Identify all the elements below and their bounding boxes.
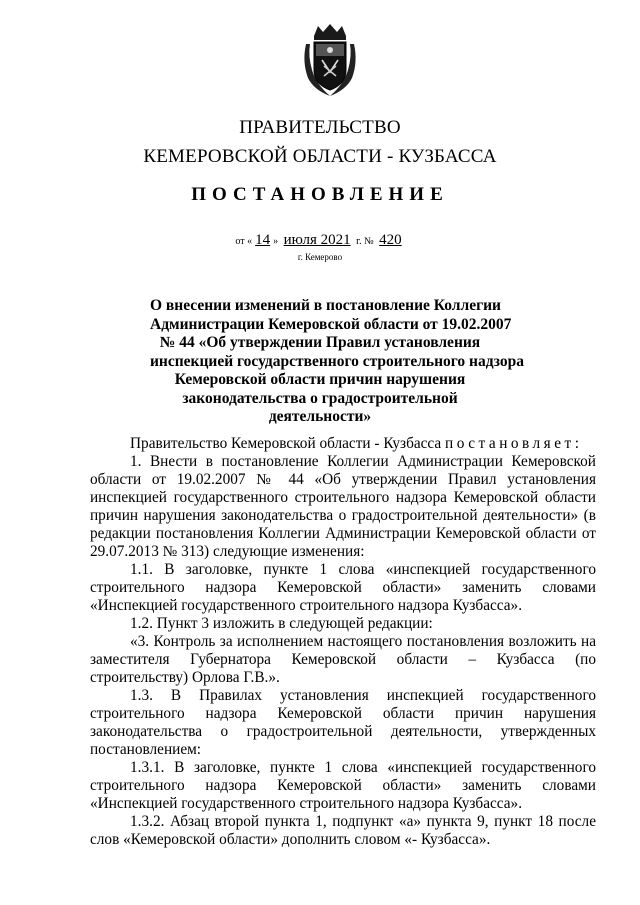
city: г. Кемерово [297, 252, 343, 262]
paragraph-line: строительного надзора Кемеровской области» заменить словами [90, 579, 596, 596]
paragraph-line: области от 19.02.2007 № 44 «Об утверждении Правил установления [90, 471, 596, 488]
paragraph-line: «3. Контроль за исполнением настоящего постановления возложить на [130, 633, 596, 650]
title-line: № 44 «Об утверждении Правил установления [159, 334, 481, 351]
date-line [0, 232, 640, 249]
date-prefix: от « [235, 236, 253, 247]
title-line: О внесении изменений в постановление Коллегии [150, 297, 501, 314]
paragraph-line: причин нарушения законодательства о градостроительной деятельности» (в [90, 507, 596, 524]
paragraph-line: редакции постановления Коллегии Администрации Кемеровской области от [90, 525, 596, 542]
gov-title-line2: КЕМЕРОВСКОЙ ОБЛАСТИ - КУЗБАССА [143, 146, 497, 167]
paragraph-line: 1.1. В заголовке, пункте 1 слова «инспекцией государственного [130, 561, 596, 578]
date-year-suffix: г. [356, 236, 362, 247]
document-type: ПОСТАНОВЛЕНИЕ [191, 184, 449, 205]
paragraph-line: 29.07.2013 № 313) следующие изменения: [90, 543, 365, 560]
paragraph-line: строительного надзора Кемеровской области» заменить словами [90, 777, 596, 794]
paragraph-line: 1. Внести в постановление Коллегии Администрации Кемеровской [130, 453, 596, 470]
date-quote-close: » [273, 236, 279, 247]
document-title [150, 297, 525, 427]
title-line: Кемеровской области причин нарушения [174, 371, 466, 388]
intro-verb: постановляет: [445, 435, 583, 452]
intro-paragraph [90, 435, 596, 453]
paragraph-line: слов «Кемеровской области» дополнить словом «- Кузбасса». [90, 831, 491, 848]
gov-title-line1: ПРАВИТЕЛЬСТВО [239, 117, 401, 138]
title-line: деятельности» [268, 408, 372, 425]
paragraph-line: 1.3. В Правилах установления инспекцией государственного [130, 687, 596, 704]
paragraph-line: 1.2. Пункт 3 изложить в следующей редакции: [130, 615, 433, 632]
paragraph-line: законодательства о градостроительной деятельности, утвержденных [90, 723, 596, 740]
date-day: 14 [255, 232, 271, 248]
number-sign: № [364, 236, 374, 247]
title-line: инспекцией государственного строительного надзора [150, 352, 525, 370]
paragraph-line: строительного надзора Кемеровской области причин нарушения [90, 705, 596, 722]
paragraph-line: 1.3.2. Абзац второй пункта 1, подпункт «а» пункта 9, пункт 18 после [130, 813, 596, 830]
document-body [90, 435, 596, 849]
document-number: 420 [379, 232, 402, 248]
coat-of-arms-icon [300, 22, 360, 98]
paragraph-line: инспекцией государственного строительного надзора Кемеровской области [90, 489, 596, 506]
paragraph-line: постановлением: [90, 741, 202, 758]
paragraph-line: «Инспекцией государственного строительного надзора Кузбасса». [90, 597, 523, 614]
title-line: Администрации Кемеровской области от 19.02.2007 [150, 315, 512, 333]
title-line: законодательства о градостроительной [182, 389, 458, 407]
paragraph-line: «Инспекцией государственного строительного надзора Кузбасса». [90, 795, 523, 812]
paragraph-line: 1.3.1. В заголовке, пункте 1 слова «инспекцией государственного [130, 759, 596, 776]
intro-text: Правительство Кемеровской области - Кузбасса [130, 435, 442, 452]
paragraph-line: строительству) Орлова Г.В.». [90, 669, 280, 686]
paragraph-line: заместителя Губернатора Кемеровской области – Кузбасса (по [90, 651, 596, 668]
date-month-year: июля 2021 [283, 232, 351, 248]
